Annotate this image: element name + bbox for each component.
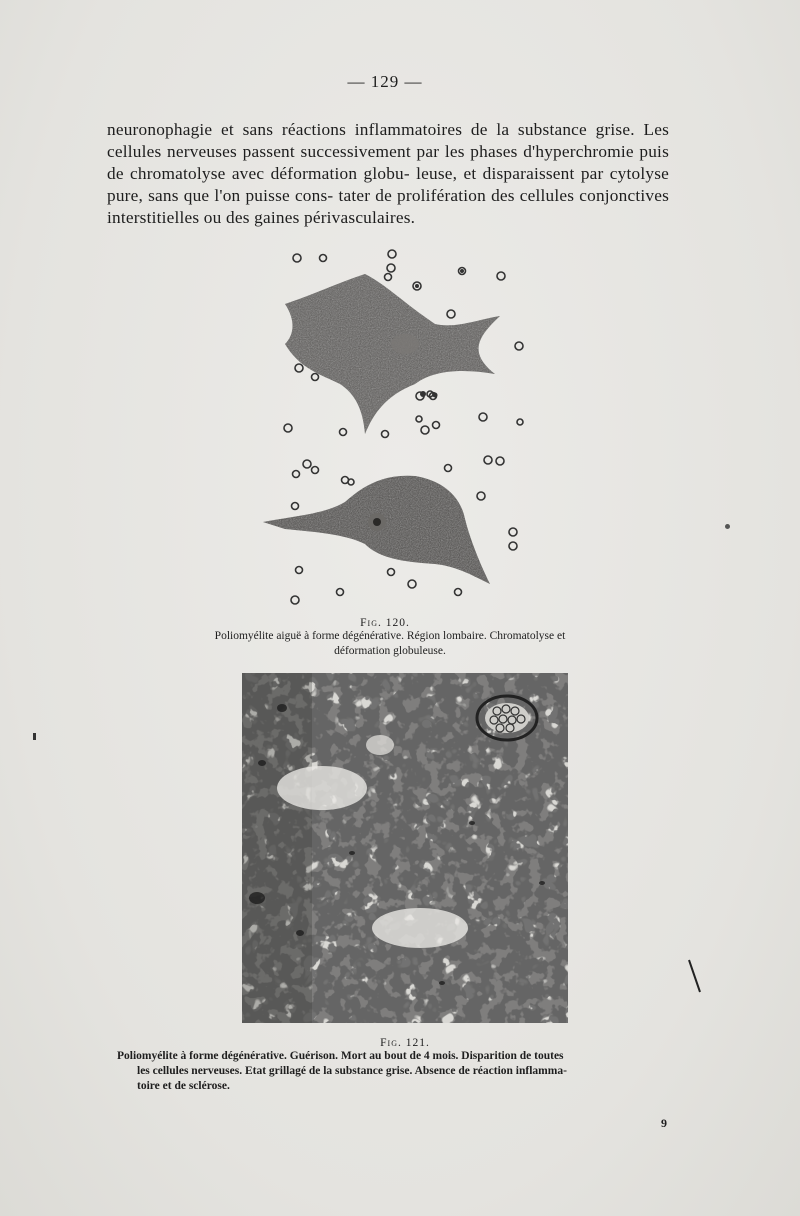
figure-121-caption xyxy=(117,1049,694,1094)
figure-120-label: Fig. 120. xyxy=(360,617,410,629)
figure-121-micrograph xyxy=(242,673,568,1023)
body-paragraph: neuronophagie et sans réactions inflammatoires de la substance grise. Les cellules nerveuses passent successivement par les phases d'hyperchromie puis de chromatolyse avec déformation globu- leuse, et disparaissent par cytolyse pure, sans que l'on puisse cons- tater de prolifération des cellules conjonctives interstitielles ou des gaines périvasculaires. xyxy=(107,120,669,227)
ink-dot xyxy=(33,733,36,740)
figure-121-caption-line: Poliomyélite à forme dégénérative. Guérison. Mort au bout de 4 mois. Disparition de toutes xyxy=(117,1050,564,1062)
pencil-stroke-mark xyxy=(686,958,706,998)
figure-121-label: Fig. 121. xyxy=(380,1037,430,1049)
figure-121-caption-line: toire et de sclérose. xyxy=(137,1080,230,1092)
figure-120-caption: Poliomyélite aiguë à forme dégénérative. Région lombaire. Chromatolyse et déformation globuleuse. xyxy=(214,630,566,657)
ink-dot xyxy=(725,524,730,529)
figure-121-caption-line: les cellules nerveuses. Etat grillagé de la substance grise. Absence de réaction inflamma- xyxy=(137,1065,567,1077)
page-number: — 129 — xyxy=(347,72,423,91)
signature-mark: 9 xyxy=(661,1116,667,1130)
figure-120-illustration xyxy=(255,244,545,612)
